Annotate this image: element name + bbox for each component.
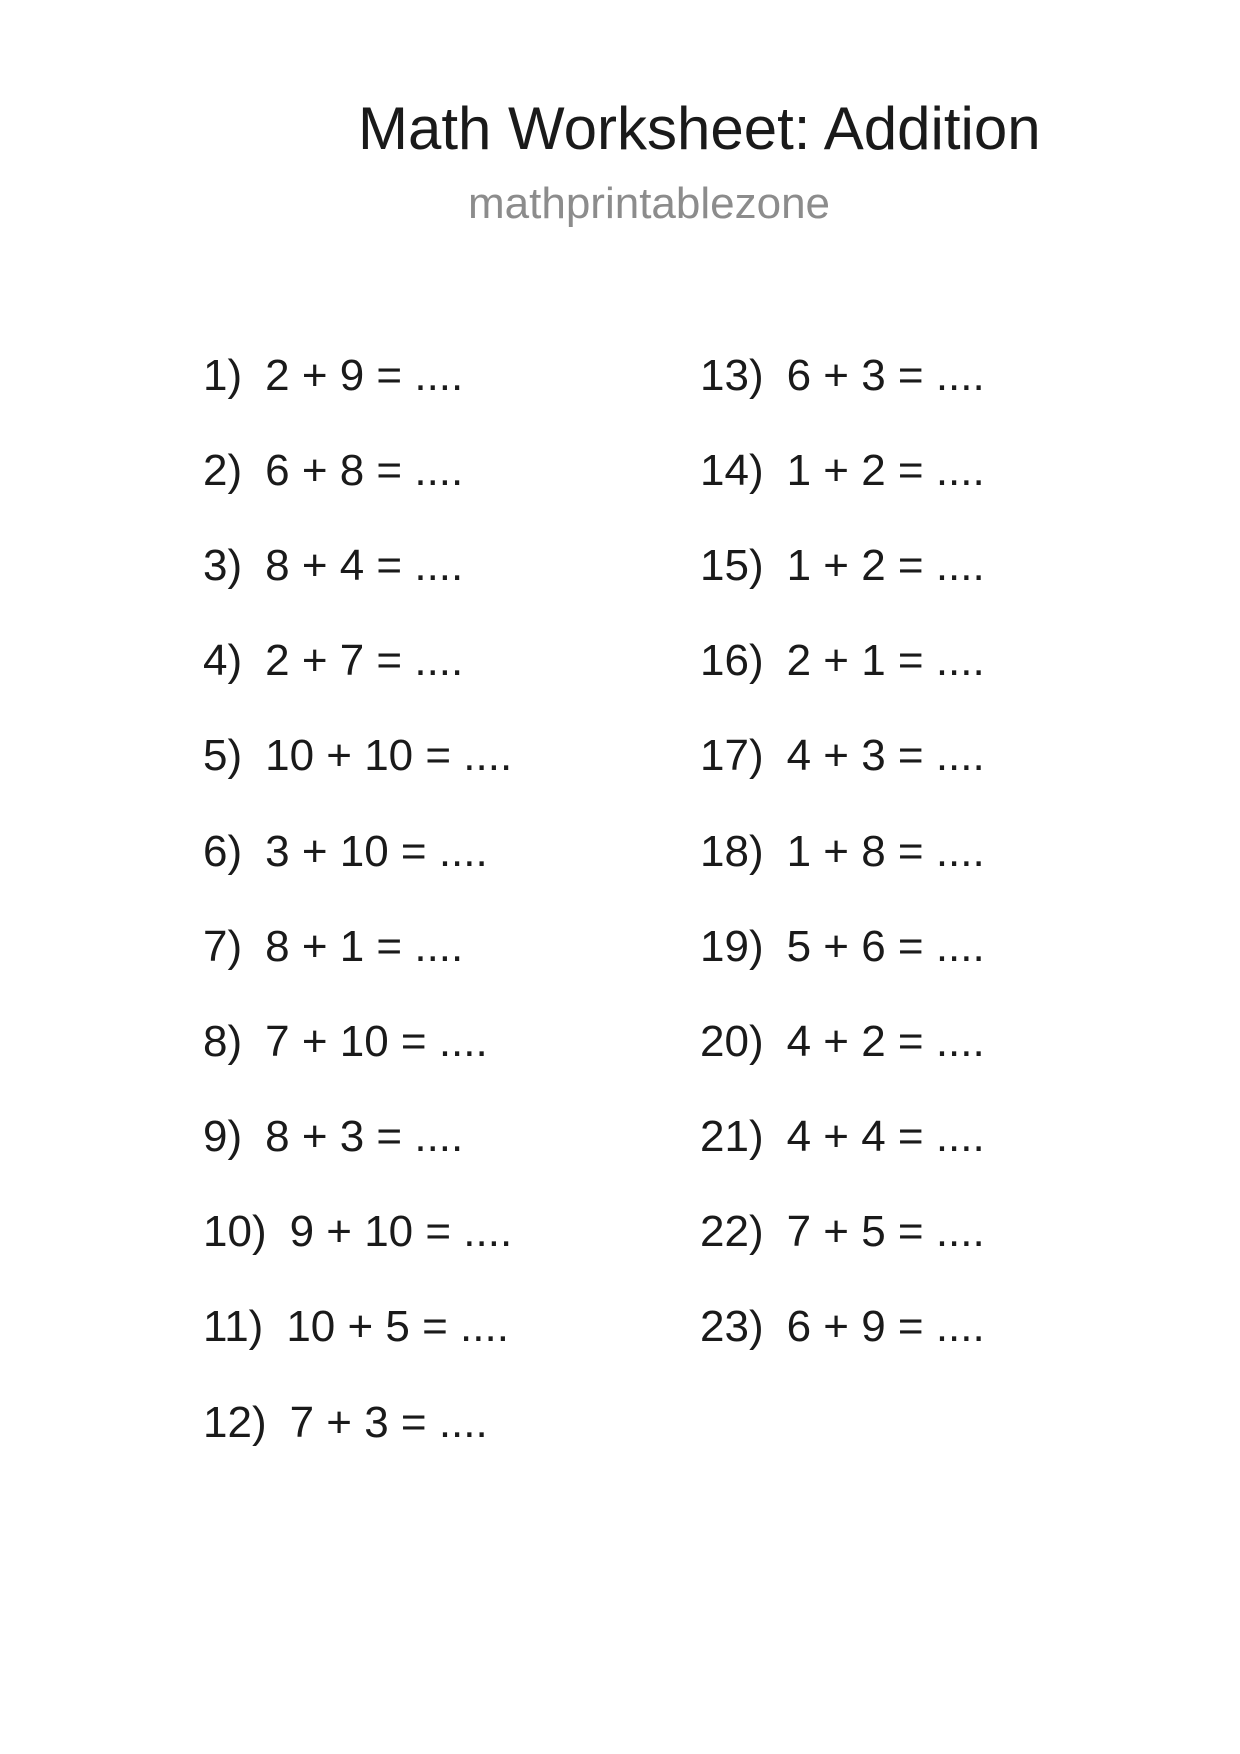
problem-number: 16) [700,636,764,686]
problem-row [203,994,512,1089]
problem-number: 2) [203,445,243,495]
problem-number: 17) [700,731,764,781]
problem-equation: 4 + 4 = .... [786,1112,985,1162]
problem-equation: 2 + 9 = .... [265,350,464,400]
problem-number: 21) [700,1112,764,1162]
problem-row [203,518,512,613]
problem-row [203,423,512,518]
problem-row [700,899,985,994]
problem-number: 13) [700,350,764,400]
problem-number: 19) [700,921,764,971]
page-subtitle: mathprintablezone [468,179,831,228]
problem-number: 20) [700,1016,764,1066]
problem-number: 15) [700,540,764,590]
problems-column-right [700,328,985,1375]
problem-number: 12) [203,1397,267,1447]
problem-equation: 1 + 8 = .... [786,826,985,876]
problem-row [700,614,985,709]
problem-equation: 7 + 5 = .... [786,1207,985,1257]
problem-equation: 10 + 10 = .... [265,731,513,781]
problem-number: 10) [203,1207,267,1257]
problem-row [700,328,985,423]
problem-number: 18) [700,826,764,876]
problem-equation: 1 + 2 = .... [786,540,985,590]
problem-equation: 2 + 1 = .... [786,636,985,686]
problem-row [203,328,512,423]
problem-row [700,423,985,518]
problem-row [700,994,985,1089]
problem-equation: 1 + 2 = .... [786,445,985,495]
problem-equation: 9 + 10 = .... [289,1207,513,1257]
problem-row [203,709,512,804]
problem-equation: 4 + 2 = .... [786,1016,985,1066]
problem-equation: 5 + 6 = .... [786,921,985,971]
problem-equation: 6 + 8 = .... [265,445,464,495]
problem-equation: 8 + 3 = .... [265,1112,464,1162]
problem-number: 14) [700,445,764,495]
problem-equation: 2 + 7 = .... [265,636,464,686]
problem-equation: 10 + 5 = .... [286,1302,509,1352]
problem-equation: 6 + 3 = .... [786,350,985,400]
problem-row [700,709,985,804]
problem-row [203,1185,512,1280]
problem-equation: 8 + 4 = .... [265,540,464,590]
problem-row [700,1185,985,1280]
problem-equation: 6 + 9 = .... [786,1302,985,1352]
problem-number: 22) [700,1207,764,1257]
problem-row [203,614,512,709]
problem-row [700,1090,985,1185]
problem-row [203,1090,512,1185]
problems-column-left [203,328,512,1470]
problem-row [700,804,985,899]
problem-number: 3) [203,540,243,590]
page-title: Math Worksheet: Addition [358,95,1041,162]
problem-row [700,518,985,613]
problem-row [700,1280,985,1375]
problem-equation: 8 + 1 = .... [265,921,464,971]
problem-equation: 7 + 10 = .... [265,1016,488,1066]
problem-number: 5) [203,731,243,781]
problem-number: 6) [203,826,243,876]
problem-equation: 7 + 3 = .... [289,1397,488,1447]
problem-row [203,1375,512,1470]
problem-number: 8) [203,1016,243,1066]
problem-number: 11) [203,1302,264,1352]
problem-number: 23) [700,1302,764,1352]
problem-number: 4) [203,636,243,686]
problem-row [203,804,512,899]
problem-equation: 4 + 3 = .... [786,731,985,781]
problem-row [203,1280,512,1375]
problem-equation: 3 + 10 = .... [265,826,488,876]
problem-number: 1) [203,350,243,400]
problem-row [203,899,512,994]
problem-number: 7) [203,921,243,971]
problem-number: 9) [203,1112,243,1162]
